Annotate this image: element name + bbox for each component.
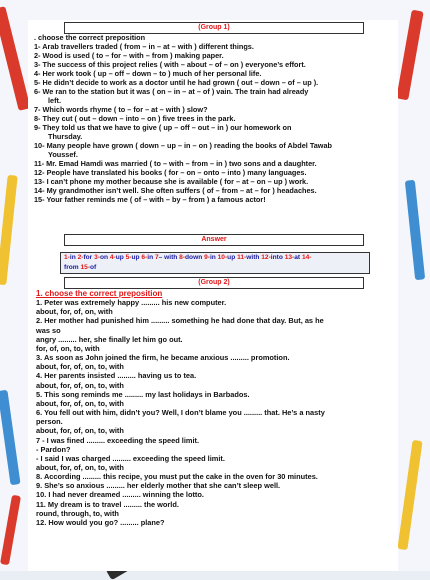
exercise-line: 9. She’s so anxious ......... her elderly mother that she can’t sleep well. — [36, 481, 281, 491]
group2-lines — [36, 298, 394, 527]
pencil-decoration-right-mid — [405, 180, 425, 280]
answer-word: with — [246, 254, 262, 261]
answer-number: 2- — [77, 254, 84, 261]
exercise-line: 3- The success of this project relies ( with – about – of – on ) everyone’s effort. — [34, 60, 306, 69]
exercise-line: 1- Arab travellers traded ( from – in – at – with ) different things. — [34, 42, 254, 51]
answer-word: of — [90, 264, 97, 271]
answer-key — [60, 252, 370, 274]
exercise-line: 15- Your father reminds me ( of – with – by – from ) a famous actor! — [34, 195, 266, 204]
answer-number: 14- — [301, 254, 312, 261]
answer-number: 3- — [94, 254, 100, 261]
pencil-decoration-right-top — [396, 10, 423, 101]
pencil-decoration-left-mid — [0, 175, 18, 285]
exercise-line: Thursday. — [48, 132, 83, 141]
exercise-line: 5. This song reminds me ......... my last holidays in Barbados. — [36, 389, 250, 399]
exercise-line: 12- People have translated his books ( for – on – onto – into ) many languages. — [34, 168, 307, 177]
answer-word: down — [185, 254, 205, 261]
answer-number: 5- — [125, 254, 132, 261]
answer-number: 12- — [261, 254, 271, 261]
pencil-decoration-left-bottom — [0, 390, 21, 485]
exercise-line: 7- Which words rhyme ( to – for – at – with ) slow? — [34, 105, 208, 114]
exercise-line: 10- Many people have grown ( down – up – in – on ) reading the books of Abdel Tawab — [34, 141, 332, 150]
answer-word: in — [69, 254, 78, 261]
group1-exercise — [34, 33, 394, 204]
exercise-line: was so — [36, 325, 61, 335]
exercise-line: angry ......... her, she finally let him go out. — [36, 334, 183, 344]
answer-number: 4- — [109, 254, 116, 261]
answer-number: 11- — [237, 254, 247, 261]
exercise-line: about, for, of, on, to, with — [36, 398, 124, 408]
answer-number: 7 — [154, 254, 159, 261]
answer-number: 8- — [179, 254, 186, 261]
group2-header: (Group 2) — [198, 279, 230, 286]
exercise-line: 3. As soon as John joined the firm, he became anxious ......... promotion. — [36, 353, 290, 363]
exercise-line: 14- My grandmother isn’t well. She often suffers ( of – from – at – for ) headaches. — [34, 186, 317, 195]
exercise-line: 13- I can’t phone my mother because she is available ( for – at – on – up ) work. — [34, 177, 309, 186]
pencil-decoration-left-low — [0, 495, 21, 565]
answer-number: 10- — [217, 254, 228, 261]
answer-word: up — [115, 254, 126, 261]
exercise-line: 2- Wood is used ( to – for – with – from ) making paper. — [34, 51, 224, 60]
exercise-line: person. — [36, 417, 63, 427]
answer-word: up — [131, 254, 142, 261]
exercise-line: about, for, of, on, to, with — [36, 462, 124, 472]
answer-word: up — [227, 254, 238, 261]
answer-word: – with — [158, 254, 180, 261]
exercise-line: about, for, of, on, to, with — [36, 426, 124, 436]
exercise-line: 6. You fell out with him, didn’t you? Well, I don’t blame you ......... that. He’s a nasty — [36, 408, 325, 418]
answer-word: at — [294, 254, 302, 261]
exercise-line: for, of, on, to, with — [36, 343, 100, 353]
exercise-line: 4. Her parents insisted ......... having us to tea. — [36, 371, 197, 381]
exercise-line: 2. Her mother had punished him ......... something he had done that day. But, as he — [36, 316, 324, 326]
answer-line-2 — [64, 263, 366, 273]
answer-number: 15- — [80, 264, 91, 271]
group1-header: (Group 1) — [198, 24, 230, 31]
answer-number: 13- — [284, 254, 295, 261]
pencil-decoration-left-top — [0, 6, 31, 111]
answer-header: Answer — [201, 236, 227, 243]
answer-number: 6- — [141, 254, 148, 261]
group2-header-box — [64, 277, 364, 289]
exercise-line: 7 - I was fined ......... exceeding the speed limit. — [36, 435, 200, 445]
exercise-line: 4- Her work took ( up – off – down – to ) much of her personal life. — [34, 69, 262, 78]
group2-exercise — [36, 289, 394, 527]
exercise-line: 11. My dream is to travel ......... the world. — [36, 499, 179, 509]
exercise-line: about, for, of, on, to, with — [36, 380, 124, 390]
exercise-line: - Pardon? — [36, 444, 71, 454]
answer-word: into — [270, 254, 285, 261]
exercise-line: 5- He didn’t decide to work as a doctor until he had grown ( out – down – of – up ). — [34, 78, 319, 87]
exercise-line: about, for, of, on, with — [36, 307, 113, 317]
exercise-line: 8- They cut ( out – down – into – on ) five trees in the park. — [34, 114, 236, 123]
exercise-line: 9- They told us that we have to give ( up – off – out – in ) our homework on — [34, 123, 292, 132]
exercise-line: 10. I had never dreamed ......... winning the lotto. — [36, 490, 204, 500]
answer-word: in — [147, 254, 155, 261]
exercise-line: 12. How would you go? ......... plane? — [36, 517, 165, 527]
group1-instruction: . choose the correct preposition — [34, 33, 146, 42]
answer-word: for — [83, 254, 95, 261]
answer-header-box — [64, 234, 364, 246]
exercise-line: about, for, of, on, to, with — [36, 362, 124, 372]
answer-number: 9- — [204, 254, 210, 261]
answer-word: on — [99, 254, 110, 261]
exercise-line: Youssef. — [48, 150, 78, 159]
exercise-line: 6- We ran to the station but it was ( on – in – at – of ) vain. The train had already — [34, 87, 309, 96]
group2-title: 1. choose the correct preposition — [36, 289, 163, 298]
exercise-line: round, through, to, with — [36, 508, 119, 518]
exercise-line: - I said I was charged ......... exceeding the speed limit. — [36, 453, 225, 463]
answer-line-1 — [64, 253, 366, 263]
pencil-decoration-right-bottom — [397, 440, 422, 550]
exercise-line: left. — [48, 96, 61, 105]
exercise-line: 11- Mr. Emad Hamdi was married ( to – with – from – in ) two sons and a daughter. — [34, 159, 317, 168]
answer-word: from — [64, 264, 79, 271]
exercise-line: 1. Peter was extremely happy ......... his new computer. — [36, 298, 227, 308]
exercise-line: 8. According ......... this recipe, you must put the cake in the oven for 30 minutes. — [36, 472, 318, 482]
answer-number: 1- — [64, 254, 70, 261]
answer-word: in — [209, 254, 218, 261]
